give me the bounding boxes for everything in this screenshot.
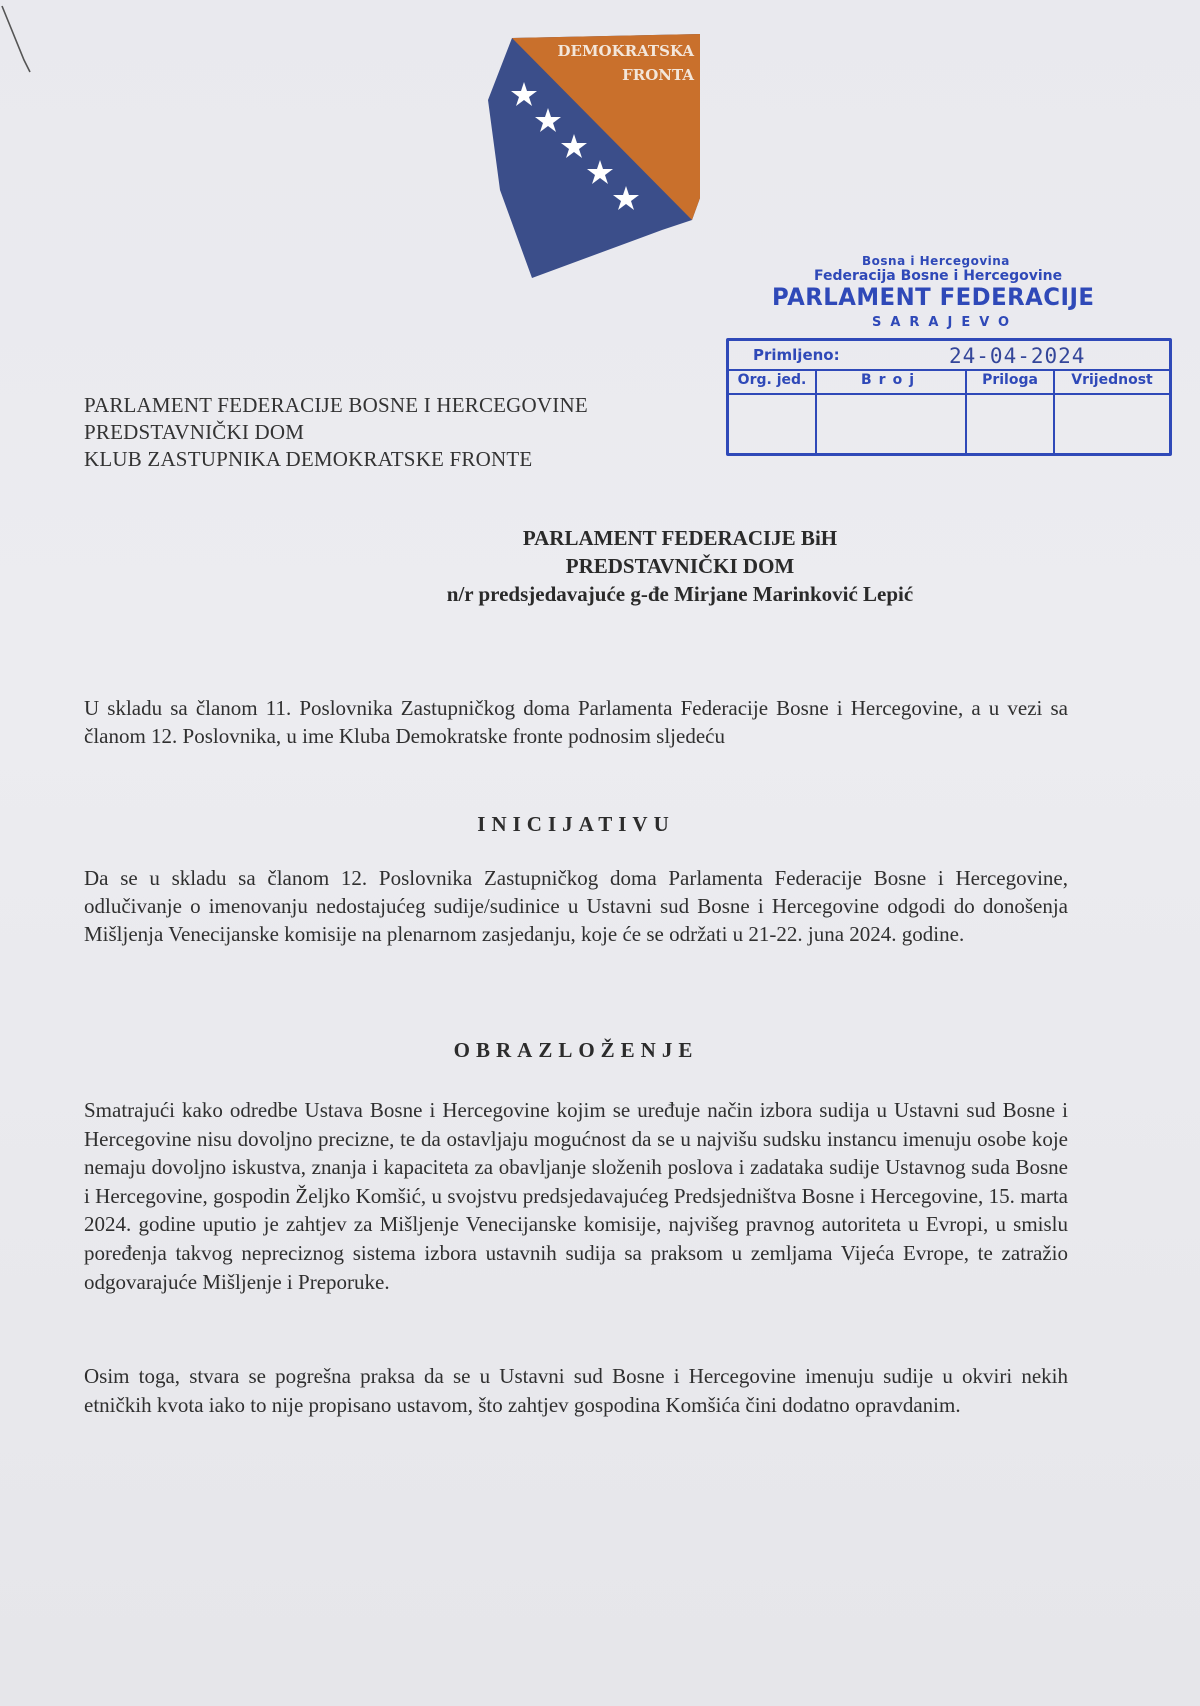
reasoning-paragraph-2: Osim toga, stvara se pogrešna praksa da se u Ustavni sud Bosne i Hercegovine imenuju sudije u okviri nekih etničkih kvota iako to nije propisano ustavom, što zahtjev gospodina Komšića čini dodatno opravdanim. [84,1364,1068,1417]
pen-mark [0,0,40,80]
stamp-city: SARAJEVO [872,315,1019,330]
demokratska-fronta-logo [482,30,708,278]
stamp-col-org [729,369,817,453]
sender-block [84,392,588,473]
logo-text-line1: DEMOKRATSKA [557,42,694,60]
initiative-paragraph: Da se u skladu sa članom 12. Poslovnika Zastupničkog doma Parlamenta Federacije Bosne i Hercegovine, odlučivanje o imenovanju nedostajućeg sudije/sudinice u Ustavni sud Bosne i Hercegovine odgodi do donošenja Mišljenja Venecijanske komisije na plenarnom zasjedanju, koje će se održati u 21-22. juna 2024. godine. [84,866,1068,946]
stamp-box [726,338,1172,456]
recipient-line2: PREDSTAVNIČKI DOM [565,554,795,578]
stamp-col-priloga [967,369,1055,453]
stamp-columns-row [729,369,1169,395]
logo-text-line2: FRONTA [622,66,694,84]
intro-paragraph: U skladu sa članom 11. Poslovnika Zastupničkog doma Parlamenta Federacije Bosne i Hercegovine, a u vezi sa članom 12. Poslovnika, u ime Kluba Demokratske fronte podnosim sljedeću [84,696,1068,748]
stamp-col-vrijednost-label: Vrijednost [1071,372,1153,388]
heading-reasoning: OBRAZLOŽENJE [453,1038,699,1062]
recipient-block [420,524,940,608]
heading-initiative: INICIJATIVU [477,812,675,836]
stamp-col-org-label: Org. jed. [737,372,807,388]
stamp-parliament: PARLAMENT FEDERACIJE [772,283,1095,311]
stamp-col-priloga-label: Priloga [982,372,1038,388]
sender-line2: PREDSTAVNIČKI DOM [84,420,305,444]
reception-stamp [722,252,1172,467]
stamp-federation: Federacija Bosne i Hercegovine [814,268,1063,284]
stamp-col-broj-label: Broj [861,372,921,388]
stamp-col-vrijednost [1055,369,1169,453]
stamp-country: Bosna i Hercegovina [862,254,1010,268]
stamp-received-row [729,341,1169,371]
stamp-received-label: Primljeno: [753,346,840,364]
recipient-line3: n/r predsjedavajuće g-đe Mirjane Marinković Lepić [446,582,914,606]
stamp-col-broj [817,369,967,453]
recipient-line1: PARLAMENT FEDERACIJE BiH [522,526,838,550]
reasoning-paragraph-1: Smatrajući kako odredbe Ustava Bosne i Hercegovine kojim se uređuje način izbora sudija u Ustavni sud Bosne i Hercegovine nisu dovoljno precizne, te da ostavljaju mogućnost da se u najvišu sudsku instancu imenuju osobe koje nemaju dovoljno iskustva, znanja i kapaciteta za obavljanje složenih poslova i zadataka sudije Ustavnog suda Bosne i Hercegovine, gospodin Željko Komšić, u svojstvu predsjedavajućeg Predsjedništva Bosne i Hercegovine, 15. marta 2024. godine uputio je zahtjev za Mišljenje Venecijanske komisije, najvišeg pravnog autoriteta u Evropi, u smislu poređenja takvog nepreciznog sistema izbora ustavnih sudija sa praksom u zemljama Vijeća Evrope, te zatražio odgovarajuće Mišljenje i Preporuke. [84,1098,1068,1294]
stamp-received-date: 24-04-2024 [949,344,1086,368]
sender-line1: PARLAMENT FEDERACIJE BOSNE I HERCEGOVINE [84,393,588,417]
sender-line3: KLUB ZASTUPNIKA DEMOKRATSKE FRONTE [84,447,533,471]
